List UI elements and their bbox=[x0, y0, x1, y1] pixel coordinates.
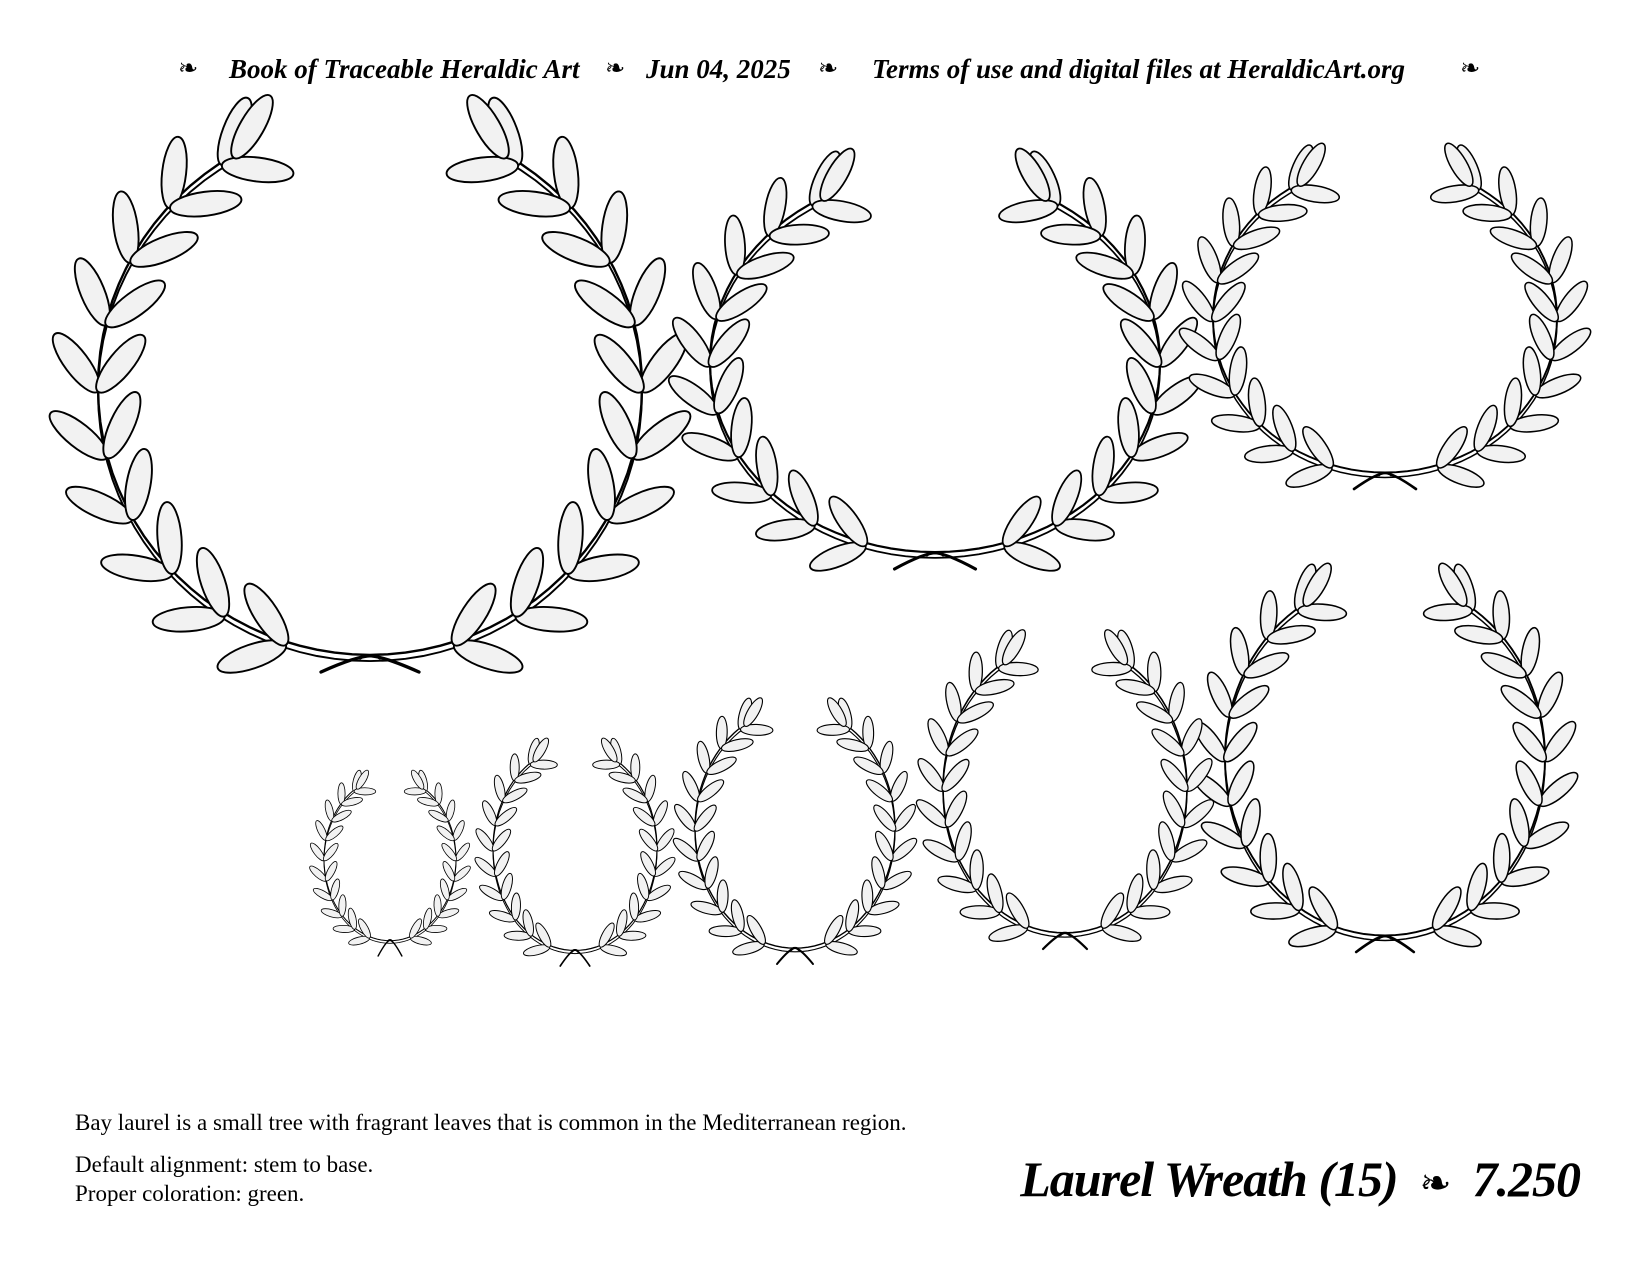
leaf-icon bbox=[1156, 820, 1179, 862]
leaf-icon bbox=[1225, 681, 1273, 724]
fleuron-icon: ❧ bbox=[1419, 1161, 1451, 1205]
leaf-icon bbox=[811, 196, 873, 226]
footer-title-bar bbox=[1020, 1150, 1580, 1208]
leaf-icon bbox=[329, 878, 342, 901]
leaf-icon bbox=[1146, 850, 1160, 890]
leaf-icon bbox=[635, 872, 651, 900]
header-date: Jun 04, 2025 bbox=[646, 54, 791, 84]
leaf-icon bbox=[338, 895, 346, 917]
leaf-icon bbox=[99, 273, 171, 335]
leaf-icon bbox=[1237, 797, 1264, 848]
wreath-6 bbox=[670, 695, 919, 964]
coloration-text: Proper coloration: green. bbox=[75, 1181, 305, 1206]
alignment-text: Default alignment: stem to base. bbox=[75, 1152, 374, 1177]
leaf-icon bbox=[997, 196, 1059, 226]
leaf-icon bbox=[702, 855, 721, 889]
leaf-icon bbox=[499, 872, 515, 900]
figure-title: Laurel Wreath (15) bbox=[1020, 1151, 1398, 1207]
wreath-7 bbox=[472, 736, 677, 966]
leaf-icon bbox=[445, 153, 519, 185]
fleuron-icon: ❧ bbox=[818, 54, 839, 82]
leaf-icon bbox=[717, 880, 729, 913]
leaf-icon bbox=[1260, 833, 1277, 882]
leaf-icon bbox=[1227, 346, 1250, 396]
wreath-5 bbox=[913, 627, 1218, 949]
leaf-icon bbox=[434, 895, 442, 917]
leaf-icon bbox=[569, 273, 641, 335]
leaf-icon bbox=[220, 153, 294, 185]
description-text: Bay laurel is a small tree with fragrant leaves that is common in the Mediterranean region. bbox=[75, 1110, 907, 1135]
fleuron-icon: ❧ bbox=[605, 54, 626, 82]
leaf-icon bbox=[511, 893, 521, 920]
leaf-icon bbox=[862, 880, 874, 913]
leaf-icon bbox=[1493, 833, 1510, 882]
leaf-icon bbox=[1115, 397, 1141, 458]
leaf-icon bbox=[1148, 725, 1187, 760]
leaf-icon bbox=[629, 893, 639, 920]
book-title: Book of Traceable Heraldic Art bbox=[229, 54, 580, 84]
wreath-1 bbox=[43, 90, 697, 680]
leaf-icon bbox=[869, 855, 888, 889]
leaf-icon bbox=[952, 820, 975, 862]
fleuron-icon: ❧ bbox=[178, 54, 199, 82]
leaf-icon bbox=[1497, 681, 1545, 724]
leaf-icon bbox=[728, 397, 754, 458]
wreath-8 bbox=[308, 768, 473, 956]
leaf-icon bbox=[439, 878, 452, 901]
leaf-icon bbox=[970, 850, 984, 890]
leaf-icon bbox=[1521, 346, 1544, 396]
wreath-3 bbox=[1175, 140, 1595, 492]
leaf-icon bbox=[1506, 797, 1533, 848]
leaf-icon bbox=[942, 725, 981, 760]
leaf-icon bbox=[583, 447, 619, 522]
figure-number: 7.250 bbox=[1472, 1151, 1580, 1207]
fleuron-icon: ❧ bbox=[1460, 54, 1481, 82]
wreath-2 bbox=[664, 144, 1207, 576]
leaf-icon bbox=[120, 447, 156, 522]
wreath-4 bbox=[1188, 560, 1582, 952]
terms-link[interactable]: Terms of use and digital files at HeraldicArt.org bbox=[872, 54, 1406, 84]
